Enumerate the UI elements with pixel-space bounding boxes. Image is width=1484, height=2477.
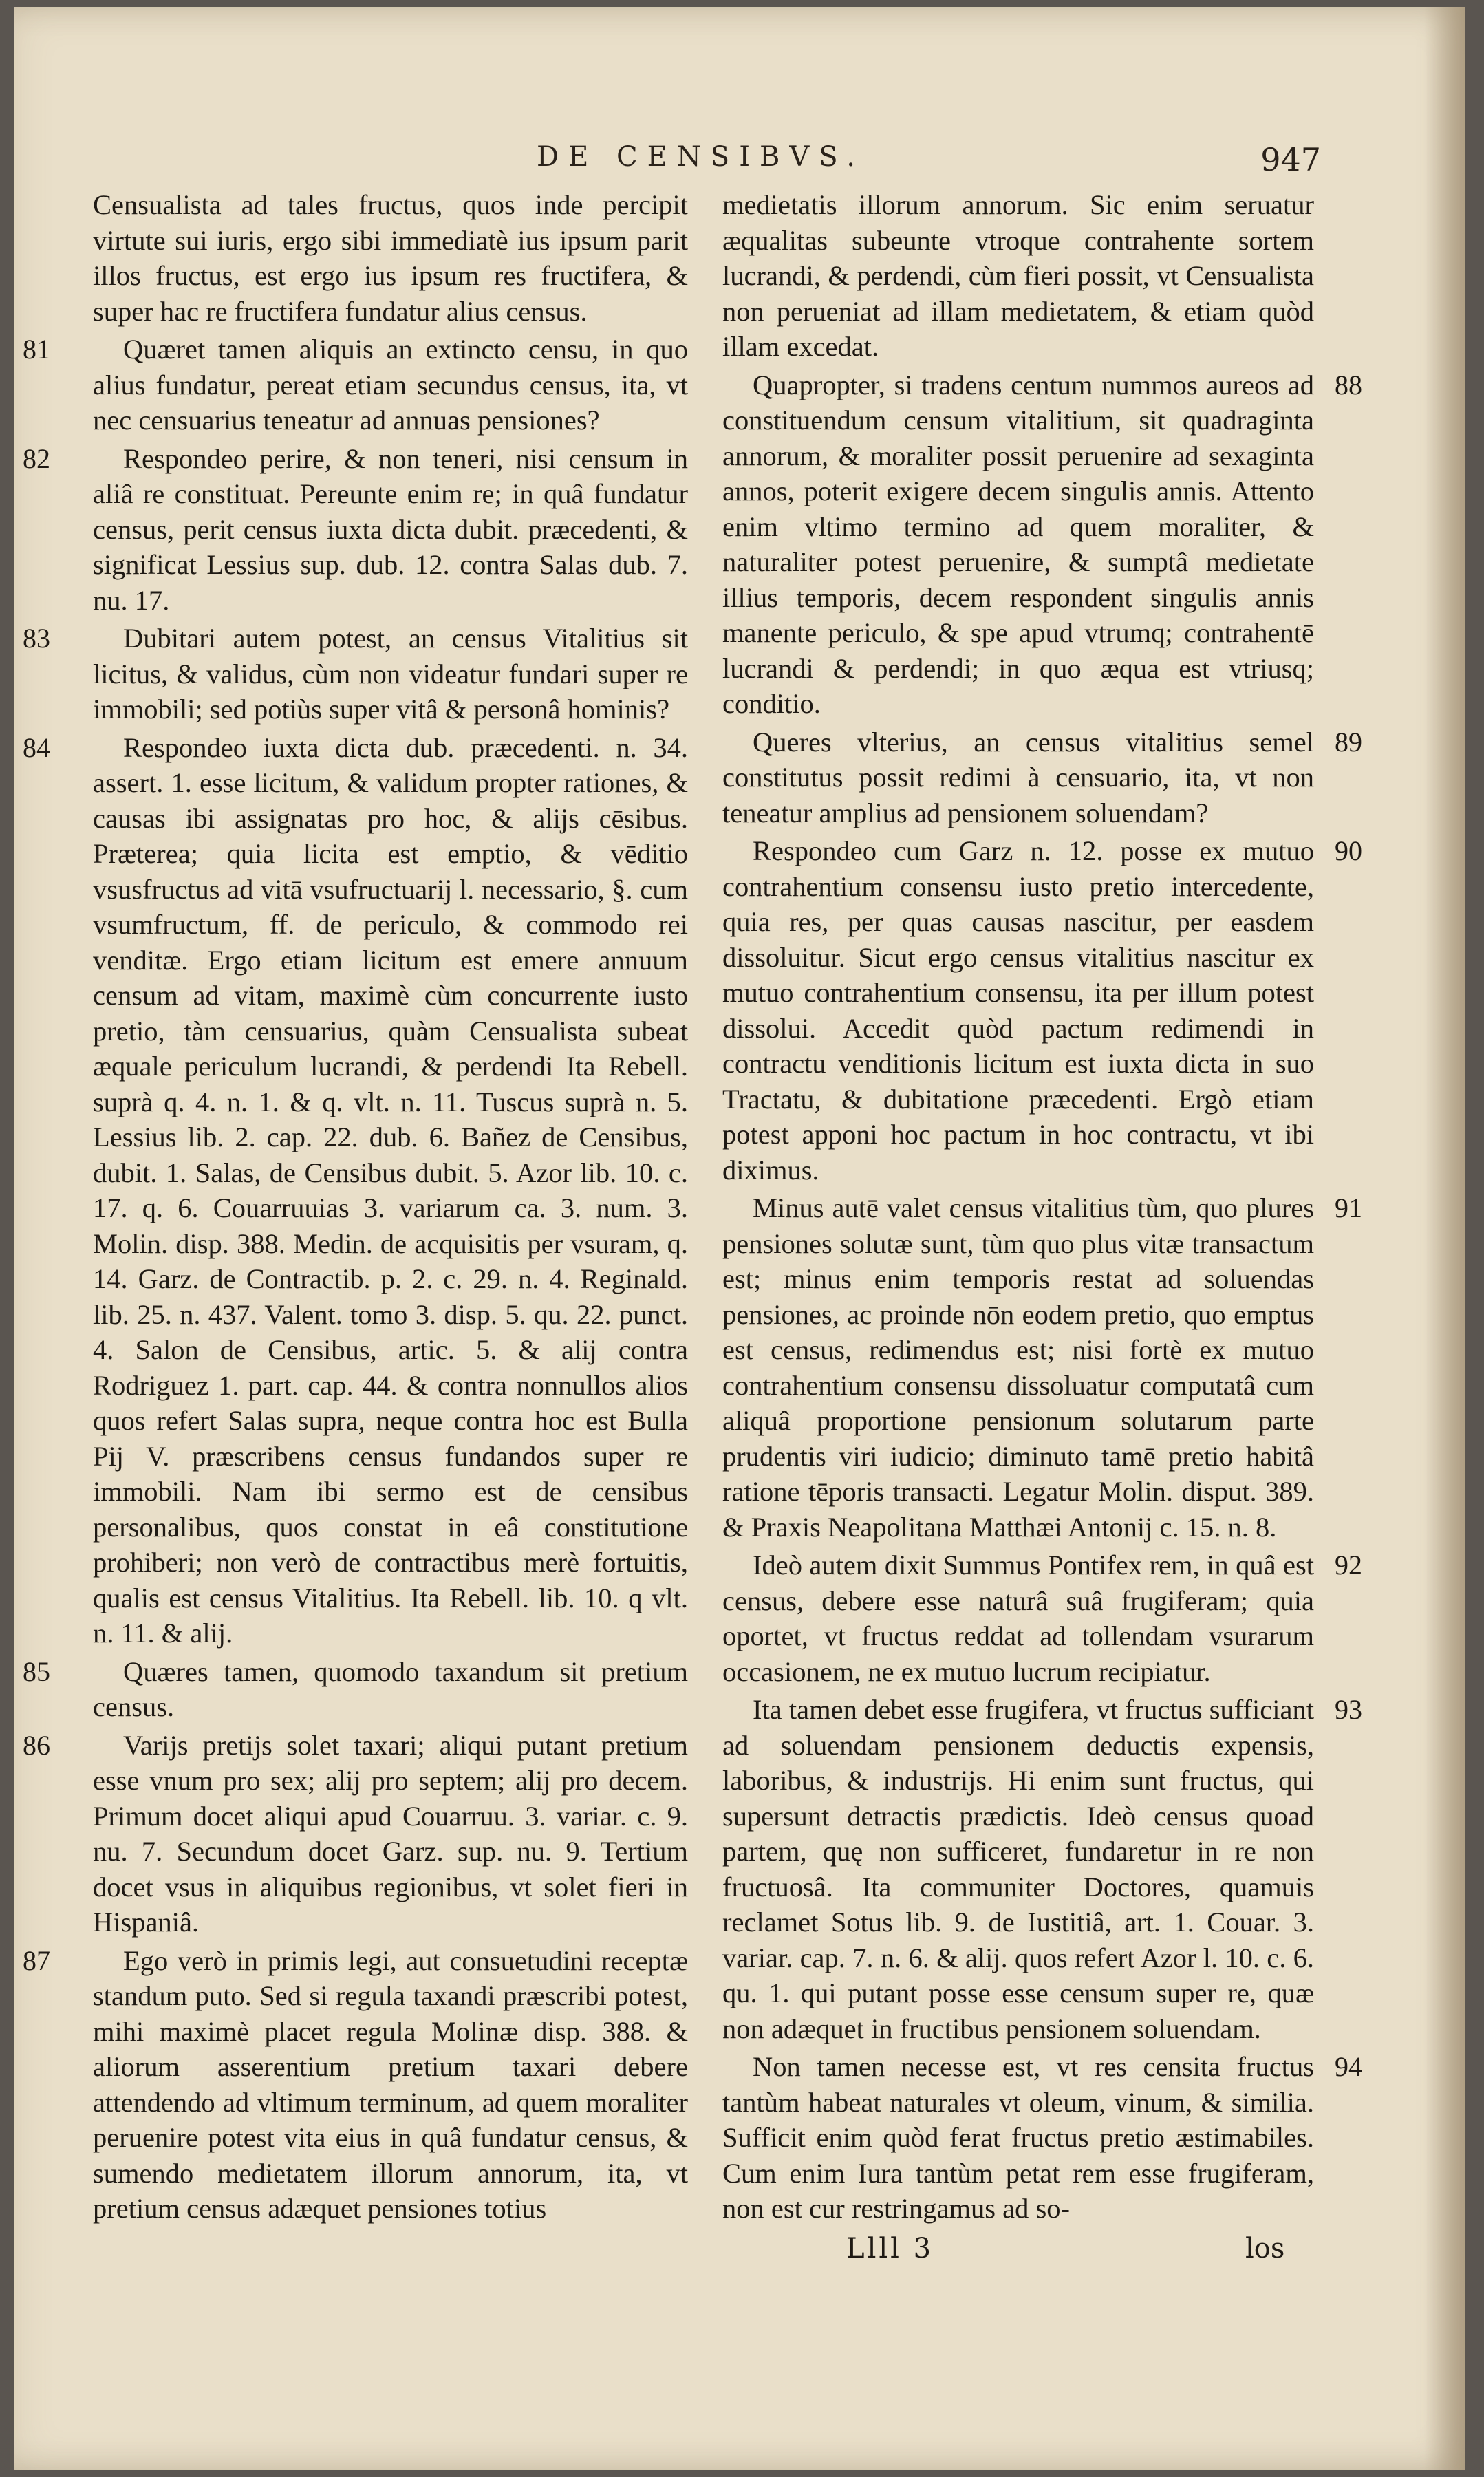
- paragraph: [23, 1654, 688, 1725]
- paragraph: [23, 730, 688, 1651]
- page-number: 947: [1260, 141, 1321, 178]
- paragraph: [722, 833, 1362, 1188]
- margin-number: 86: [23, 1729, 50, 1761]
- paragraph: [722, 187, 1314, 365]
- margin-number: 88: [1335, 369, 1362, 400]
- paragraph: [23, 441, 688, 619]
- paragraph-text: Dubitari autem potest, an census Vitalitius sit licitus, & validus, cùm non videatur fundari super re immobili; sed potiùs super vitâ & personâ hominis?: [93, 623, 688, 725]
- paragraph-text: Quæres tamen, quomodo taxandum sit pretium census.: [93, 1655, 688, 1722]
- paragraph-text: Quæret tamen aliquis an extincto censu, in quo alius fundatur, pereat etiam secundus census, ita, vt nec censuarius teneatur ad annuas pensiones?: [93, 334, 688, 436]
- margin-number: 87: [23, 1944, 50, 1976]
- signature-mark: Llll 3: [846, 2233, 934, 2264]
- margin-number: 92: [1335, 1550, 1362, 1580]
- paragraph-text: Varijs pretijs solet taxari; aliqui putant pretium esse vnum pro sex; alij pro septem; alij pro decem. Primum docet aliqui apud Couarruu. 3. variar. c. 9. nu. 7. Secundum docet Garz. sup. nu. 9. Tertium docet vsus in aliquibus regionibus, vt solet fieri in Hispaniâ.: [93, 1729, 688, 1938]
- margin-number: 90: [1335, 835, 1362, 866]
- margin-number: 91: [1335, 1192, 1362, 1223]
- paragraph-text: Ita tamen debet esse frugifera, vt fructus sufficiant ad soluendam pensionem deductis expensis, laboribus, & industrijs. Hi enim sunt fructus, qui supersunt detractis prædictis. Ideò census quoad partem, quę non sufficeret, fundaretur in re non fructuosâ. Ita communiter Doctores, quamuis reclamet Sotus lib. 9. de Iustitiâ, art. 1. Couar. 3. variar. cap. 7. n. 6. & alij. quos refert Azor l. 10. c. 6. qu. 1. qui putant posse esse censum super re, quæ non adæquet in fructibus pensionem soluendam.: [722, 1694, 1314, 2044]
- margin-number: 81: [23, 334, 50, 365]
- margin-number: 89: [1335, 726, 1362, 758]
- paragraph: [722, 1692, 1362, 2046]
- paragraph-text: Quapropter, si tradens centum nummos aureos ad constituendum censum vitalitium, sit quadraginta annorum, & moraliter possit peruenire ad sexaginta annos, poterit exigere decem singulis annis. Attento enim vltimo termino ad quem moraliter, & naturaliter potest peruenire, & sumptâ medietate illius temporis, decem respondent singulis annis manente periculo, & spe apud vtrumq; contrahentē lucrandi & perdendi; in quo æqua est vtriusq; conditio.: [722, 369, 1314, 719]
- page-footer: [14, 2233, 1465, 2274]
- paragraph: [93, 187, 688, 329]
- paragraph-text: Minus autē valet census vitalitius tùm, quo plures pensiones solutæ sunt, tùm quo plus vitæ transactum est; minus enim temporis restat ad soluendas pensiones, ac proinde nōn eodem pretio, quo emptus est census, redimendus est; nisi fortè ex mutuo contrahentium consensu dissoluatur computatâ cum aliquâ proportione pensionum solutarum parte prudentis viri iudicio; diminuto tamē pretio habitâ ratione tēporis transacti. Legatur Molin. disput. 389. & Praxis Neapolitana Matthæi Antonij c. 15. n. 8.: [722, 1192, 1314, 1543]
- catchword: los: [1245, 2233, 1285, 2264]
- paragraph: [722, 1547, 1362, 1689]
- paragraph-text: Respondeo iuxta dicta dub. præcedenti. n. 34. assert. 1. esse licitum, & validum propter rationes, & causas ibi assignatas pro hoc, & alijs cēsibus. Præterea; quia licita est emptio, & vēditio vsusfructus ad vitā vsufructuarij l. necessario, §. cum vsumfructum, ff. de periculo, & commodo rei venditæ. Ergo etiam licitum est emere annuum censum ad vitam, maximè cùm concurrente iusto pretio, tàm censuarius, quàm Censualista subeat æquale periculum lucrandi, & perdendi Ita Rebell. suprà q. 4. n. 1. & q. vlt. n. 11. Tuscus suprà n. 5. Lessius lib. 2. cap. 22. dub. 6. Bañez de Censibus, dubit. 1. Salas, de Censibus dubit. 5. Azor lib. 10. c. 17. q. 6. Couarruuias 3. variarum ca. 3. num. 3. Molin. disp. 388. Medin. de acquisitis per vsuram, q. 14. Garz. de Contractib. p. 2. c. 29. n. 4. Reginald. lib. 25. n. 437. Valent. tomo 3. disp. 5. qu. 22. punct. 4. Salon de Censibus, artic. 5. & alij contra Rodriguez 1. part. cap. 44. & contra nonnullos alios quos refert Salas supra, neque contra hoc est Bulla Pij V. præscribens census fundandos super re immobili. Nam ibi sermo est de censibus personalibus, quos constat in eâ constitutione prohiberi; non verò de contractibus merè fortuitis, qualis est census Vitalitius. Ita Rebell. lib. 10. q vlt. n. 11. & alij.: [93, 731, 688, 1649]
- paragraph: [23, 1728, 688, 1940]
- margin-number: 82: [23, 442, 50, 474]
- paragraph-text: Censualista ad tales fructus, quos inde percipit virtute sui iuris, ergo sibi immediatè ius ipsum parit illos fructus, est ergo ius ipsum res fructifera, & super hac re fructifera fundatur alius census.: [93, 189, 688, 327]
- margin-number: 94: [1335, 2051, 1362, 2082]
- paragraph-text: Ideò autem dixit Summus Pontifex rem, in quâ est census, debere esse naturâ suâ frugiferam; quia oportet, vt fructus reddat ad tollendam vsurarum occasionem, ne ex mutuo lucrum recipiatur.: [722, 1550, 1314, 1687]
- right-column: [722, 187, 1362, 2229]
- left-column: [23, 187, 688, 2229]
- page-edge-shading: [1424, 7, 1465, 2470]
- paragraph: [722, 367, 1362, 722]
- margin-number: 85: [23, 1655, 50, 1687]
- paragraph-text: Queres vlterius, an census vitalitius semel constitutus possit redimi à censuario, ita, vt non teneatur amplius ad pensionem soluendam?: [722, 726, 1314, 828]
- book-page: [14, 7, 1465, 2470]
- paragraph-text: medietatis illorum annorum. Sic enim seruatur æqualitas subeunte vtroque contrahente sortem lucrandi, & perdendi, cùm fieri possit, vt Censualista non perueniat ad illam medietatem, & etiam quòd illam excedat.: [722, 189, 1314, 362]
- paragraph: [722, 2049, 1362, 2227]
- running-header: [14, 141, 1465, 182]
- running-title: DE CENSIBVS.: [537, 141, 865, 173]
- paragraph: [722, 1190, 1362, 1545]
- margin-number: 93: [1335, 1694, 1362, 1725]
- paragraph: [23, 621, 688, 727]
- paragraph-text: Respondeo perire, & non teneri, nisi censum in aliâ re constituat. Pereunte enim re; in quâ fundatur census, perit census iuxta dicta dubit. præcedenti, & significat Lessius sup. dub. 12. contra Salas dub. 7. nu. 17.: [93, 442, 688, 616]
- margin-number: 83: [23, 623, 50, 654]
- paragraph: [23, 1943, 688, 2227]
- paragraph: [23, 332, 688, 438]
- paragraph-text: Respondeo cum Garz n. 12. posse ex mutuo contrahentium consensu iusto pretio intercedente, quia res, per quas causas nascitur, per easdem dissoluitur. Sicut ergo census vitalitius nascitur ex mutuo contrahentium consensu, ita per illum potest dissolui. Accedit quòd pactum redimendi in contractu venditionis licitum est iuxta dicta in suo Tractatu, & dubitatione præcedenti. Ergò etiam potest apponi hoc pactum in hoc contractu, vt ibi diximus.: [722, 835, 1314, 1186]
- paragraph: [722, 725, 1362, 831]
- paragraph-text: Ego verò in primis legi, aut consuetudini receptæ standum puto. Sed si regula taxandi præscribi potest, mihi maximè placet regula Molinæ disp. 388. & aliorum asserentium pretium taxari debere attendendo ad vltimum terminum, ad quem moraliter peruenire potest vita eius in quâ fundatur census, & sumendo medietatem illorum annorum, ita, vt pretium census adæquet pensiones totius: [93, 1944, 688, 2224]
- margin-number: 84: [23, 731, 50, 763]
- paragraph-text: Non tamen necesse est, vt res censita fructus tantùm habeat naturales vt oleum, vinum, & similia. Sufficit enim quòd ferat fructus pretio æstimabiles. Cum enim Iura tantùm petat rem esse frugiferam, non est cur restringamus ad so-: [722, 2051, 1314, 2224]
